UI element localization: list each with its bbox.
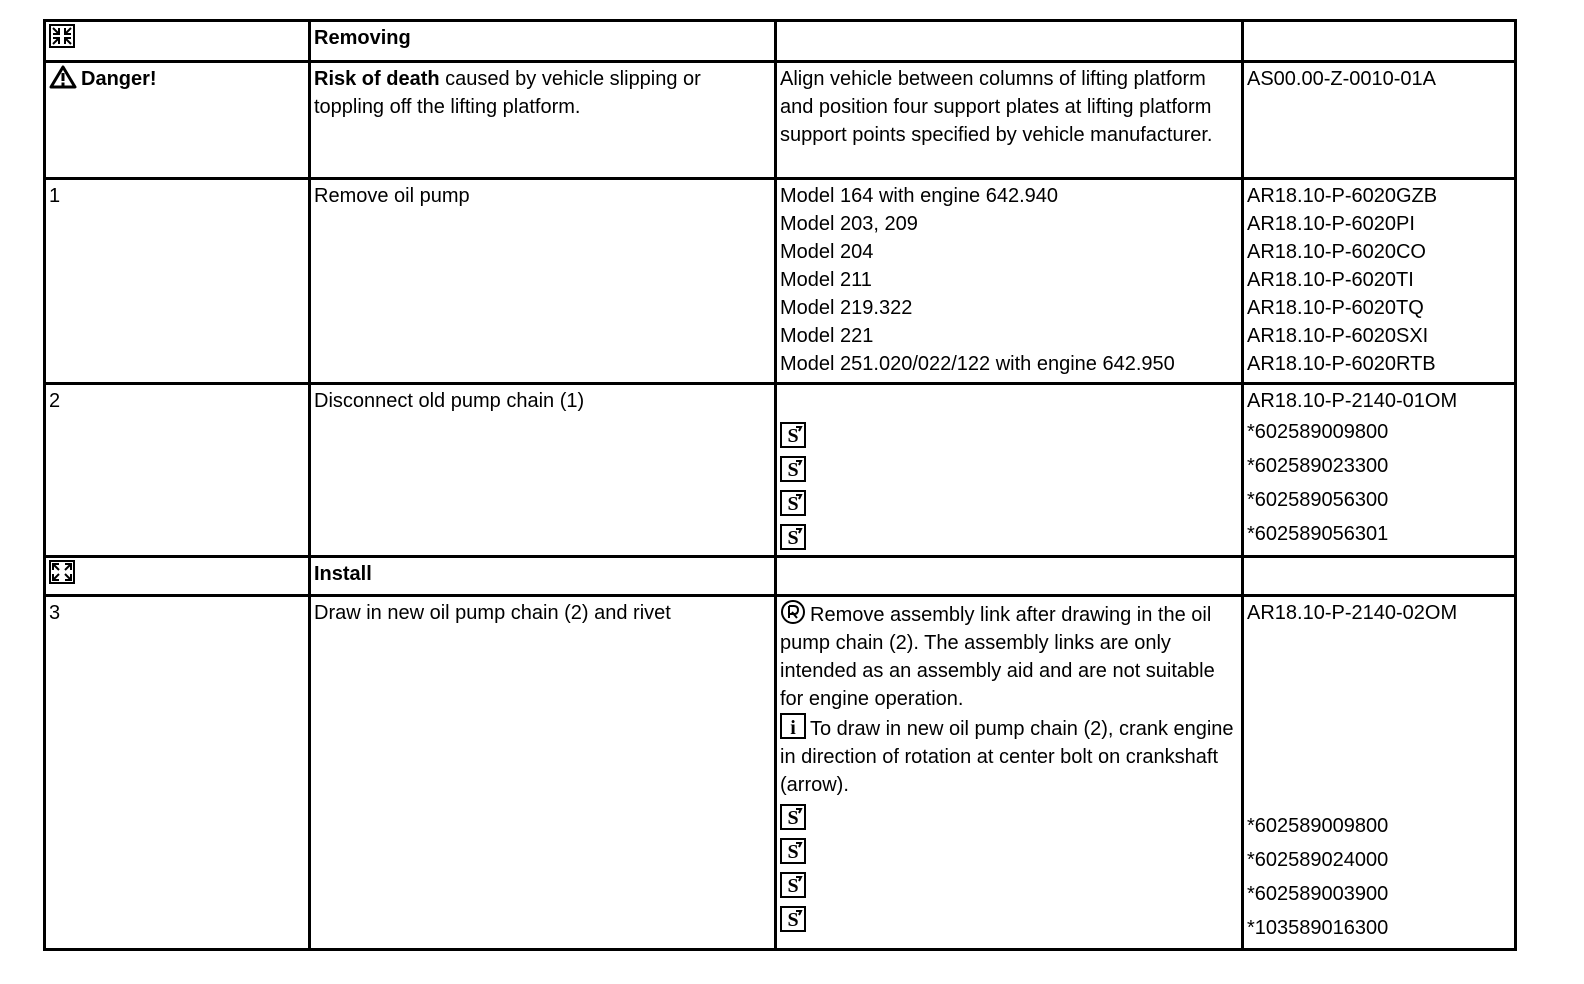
model-item: Model 219.322 xyxy=(780,297,913,319)
empty-cell xyxy=(1243,557,1516,596)
tool-number[interactable]: *602589023300 xyxy=(1247,455,1389,477)
model-item: Model 211 xyxy=(780,269,872,291)
section-title: Removing xyxy=(310,21,776,62)
special-tool-icon[interactable] xyxy=(780,490,806,516)
warning-icon xyxy=(49,65,77,89)
step-task: Disconnect old pump chain (1) xyxy=(310,384,776,557)
ref-list xyxy=(1243,179,1516,384)
empty-cell xyxy=(776,557,1243,596)
ref-list xyxy=(1243,384,1516,557)
svg-text:S: S xyxy=(787,526,799,549)
model-item: Model 221 xyxy=(780,325,874,347)
section-icon-cell xyxy=(45,21,310,62)
step-row-3 xyxy=(45,596,1516,950)
tool-number[interactable]: *602589009800 xyxy=(1247,815,1389,837)
step-task: Remove oil pump xyxy=(310,179,776,384)
special-tool-icon[interactable] xyxy=(780,456,806,482)
ref-link[interactable]: AR18.10-P-6020TI xyxy=(1247,269,1414,291)
model-item: Model 204 xyxy=(780,241,874,263)
special-tool-icon[interactable] xyxy=(780,524,806,550)
danger-ref: AS00.00-Z-0010-01A xyxy=(1243,62,1516,179)
section-title: Install xyxy=(310,557,776,596)
removing-icon xyxy=(49,24,75,48)
info-block xyxy=(780,713,1238,799)
tool-number[interactable]: *602589056300 xyxy=(1247,489,1389,511)
tool-number[interactable]: *602589056301 xyxy=(1247,523,1389,545)
ref-link[interactable]: AR18.10-P-6020RTB xyxy=(1247,353,1436,375)
danger-row xyxy=(45,62,1516,179)
ref-link[interactable]: AR18.10-P-6020GZB xyxy=(1247,185,1438,207)
section-row-removing xyxy=(45,21,1516,62)
ref-link[interactable]: AR18.10-P-6020CO xyxy=(1247,241,1426,263)
step-task: Draw in new oil pump chain (2) and rivet xyxy=(310,596,776,950)
note-icon xyxy=(780,599,806,625)
danger-label: Danger! xyxy=(81,68,157,90)
special-tool-icon[interactable] xyxy=(780,906,806,932)
ref-link[interactable]: AR18.10-P-6020PI xyxy=(1247,213,1415,235)
danger-cell xyxy=(45,62,310,179)
step3-details xyxy=(776,596,1243,950)
model-item: Model 164 with engine 642.940 xyxy=(780,185,1058,207)
model-item: Model 203, 209 xyxy=(780,213,918,235)
info-icon xyxy=(780,713,806,739)
ref-link[interactable]: AR18.10-P-6020SXI xyxy=(1247,325,1429,347)
svg-text:S: S xyxy=(787,908,799,931)
step-row-2 xyxy=(45,384,1516,557)
model-list xyxy=(776,179,1243,384)
tool-number[interactable]: *103589016300 xyxy=(1247,917,1389,939)
svg-text:i: i xyxy=(790,717,796,739)
special-tool-icon[interactable] xyxy=(780,804,806,830)
tool-number[interactable]: *602589003900 xyxy=(1247,883,1389,905)
empty-cell xyxy=(776,21,1243,62)
svg-text:S: S xyxy=(787,458,799,481)
ref-link[interactable]: AR18.10-P-2140-02OM xyxy=(1247,602,1458,624)
svg-text:S: S xyxy=(787,806,799,829)
step-number: 2 xyxy=(45,384,310,557)
risk-bold: Risk of death xyxy=(314,68,440,90)
ref-link[interactable]: AR18.10-P-2140-01OM xyxy=(1247,390,1458,412)
info-text: To draw in new oil pump chain (2), crank engine in direction of rotation at center bolt on crankshaft (arrow). xyxy=(780,718,1234,796)
model-item: Model 251.020/022/122 with engine 642.950 xyxy=(780,353,1175,375)
svg-text:S: S xyxy=(787,492,799,515)
risk-cell xyxy=(310,62,776,179)
note-text: Remove assembly link after drawing in the oil pump chain (2). The assembly links are only intended as an assembly aid and are not suitable for engine operation. xyxy=(780,604,1215,710)
special-tool-icon[interactable] xyxy=(780,422,806,448)
step-row-1 xyxy=(45,179,1516,384)
special-tool-icon[interactable] xyxy=(780,872,806,898)
note-block xyxy=(780,599,1238,713)
tool-number[interactable]: *602589009800 xyxy=(1247,421,1389,443)
svg-text:S: S xyxy=(787,840,799,863)
svg-text:S: S xyxy=(787,424,799,447)
ref-list xyxy=(1243,596,1516,950)
svg-text:S: S xyxy=(787,874,799,897)
risk-text: caused by vehicle slipping or toppling off the lifting platform. xyxy=(314,68,701,118)
install-icon xyxy=(49,560,75,584)
procedure-table xyxy=(43,19,1517,951)
empty-cell xyxy=(1243,21,1516,62)
tool-icons-cell xyxy=(776,384,1243,557)
step-number: 1 xyxy=(45,179,310,384)
tool-number[interactable]: *602589024000 xyxy=(1247,849,1389,871)
section-icon-cell xyxy=(45,557,310,596)
ref-link[interactable]: AR18.10-P-6020TQ xyxy=(1247,297,1424,319)
section-row-install xyxy=(45,557,1516,596)
danger-instruction: Align vehicle between columns of lifting platform and position four support plates at lifting platform support points specified by vehicle manufacturer. xyxy=(776,62,1243,179)
step-number: 3 xyxy=(45,596,310,950)
special-tool-icon[interactable] xyxy=(780,838,806,864)
